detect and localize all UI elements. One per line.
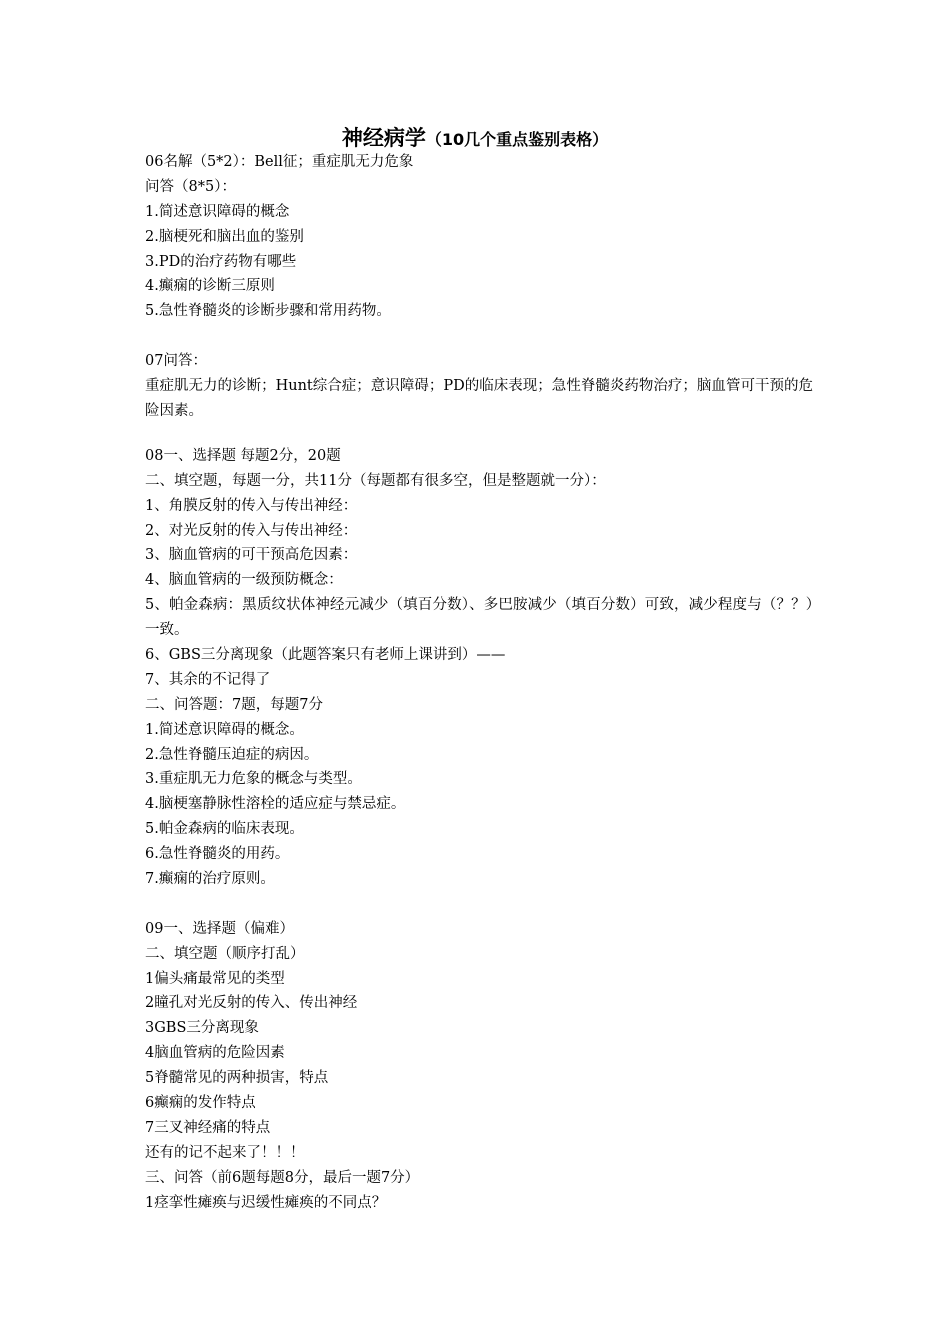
y06-line-2: 问答（8*5）： xyxy=(145,178,236,195)
y08-qa-item: 2.急性脊髓压迫症的病因。 xyxy=(145,746,319,763)
y06-item: 3.PD的治疗药物有哪些 xyxy=(145,253,297,270)
y08-qa-item: 3.重症肌无力危象的概念与类型。 xyxy=(145,771,362,788)
y08-line-3: 二、问答题：7题，每题7分 xyxy=(145,696,323,713)
y08-qa-item: 7.癫痫的治疗原则。 xyxy=(145,871,275,887)
y07-line-1: 07问答： xyxy=(145,353,207,370)
document-body xyxy=(145,150,813,1215)
title-subtitle: （10几个重点鉴别表格） xyxy=(425,130,609,149)
y08-fill-item: 7、其余的不记得了 xyxy=(145,671,271,688)
y09-fill-item: 7三叉神经痛的特点 xyxy=(145,1119,271,1136)
spacer xyxy=(145,424,813,444)
y08-fill-item: 4、脑血管病的一级预防概念： xyxy=(145,572,343,589)
y08-line-2: 二、填空题，每题一分，共11分（每题都有很多空，但是整题就一分）： xyxy=(145,472,606,489)
y09-fill-item: 4脑血管病的危险因素 xyxy=(145,1045,285,1062)
y08-fill-item: 3、脑血管病的可干预高危因素： xyxy=(145,547,358,564)
y06-item: 1.简述意识障碍的概念 xyxy=(145,203,290,220)
y09-line-3: 还有的记不起来了！！！ xyxy=(145,1144,305,1161)
title-main: 神经病学 xyxy=(341,126,426,150)
spacer xyxy=(145,892,813,917)
y08-qa-item: 6.急性脊髓炎的用药。 xyxy=(145,846,290,863)
y08-qa-item: 5.帕金森病的临床表现。 xyxy=(145,821,304,838)
y06-item: 4.癫痫的诊断三原则 xyxy=(145,278,275,295)
y06-item: 2.脑梗死和脑出血的鉴别 xyxy=(145,228,304,245)
y08-qa-item: 1.简述意识障碍的概念。 xyxy=(145,721,304,738)
y06-line-1: 06名解（5*2）：Bell征；重症肌无力危象 xyxy=(145,154,414,170)
y09-fill-item: 2瞳孔对光反射的传入、传出神经 xyxy=(145,995,358,1012)
y09-qa-item: 1痉挛性瘫痪与迟缓性瘫痪的不同点？ xyxy=(145,1194,387,1211)
y08-fill-item: 1、角膜反射的传入与传出神经： xyxy=(145,497,358,514)
spacer xyxy=(145,324,813,349)
y09-fill-item: 5脊髓常见的两种损害，特点 xyxy=(145,1070,329,1087)
document-title xyxy=(0,122,950,152)
y09-line-1: 09一、选择题（偏难） xyxy=(145,920,294,937)
y09-fill-item: 6癫痫的发作特点 xyxy=(145,1095,256,1112)
y09-line-4: 三、问答（前6题每题8分，最后一题7分） xyxy=(145,1169,420,1186)
y06-item: 5.急性脊髓炎的诊断步骤和常用药物。 xyxy=(145,303,391,320)
y09-fill-item: 3GBS三分离现象 xyxy=(145,1020,259,1037)
y07-line-2: 重症肌无力的诊断；Hunt综合症；意识障碍；PD的临床表现；急性脊髓炎药物治疗；脑血管可干预的危险因素。 xyxy=(145,378,813,419)
y08-line-1: 08一、选择题 每题2分，20题 xyxy=(145,447,341,464)
y09-line-2: 二、填空题（顺序打乱） xyxy=(145,945,305,962)
y09-fill-item: 1偏头痛最常见的类型 xyxy=(145,970,285,987)
y08-fill-item: 5、帕金森病：黑质纹状体神经元减少（填百分数）、多巴胺减少（填百分数）可致，减少程度与（？？）一致。 xyxy=(145,597,813,639)
y08-fill-item: 6、GBS三分离现象（此题答案只有老师上课讲到）—— xyxy=(145,646,506,663)
y08-fill-item: 2、对光反射的传入与传出神经： xyxy=(145,522,358,539)
y08-qa-item: 4.脑梗塞静脉性溶栓的适应症与禁忌症。 xyxy=(145,796,406,813)
